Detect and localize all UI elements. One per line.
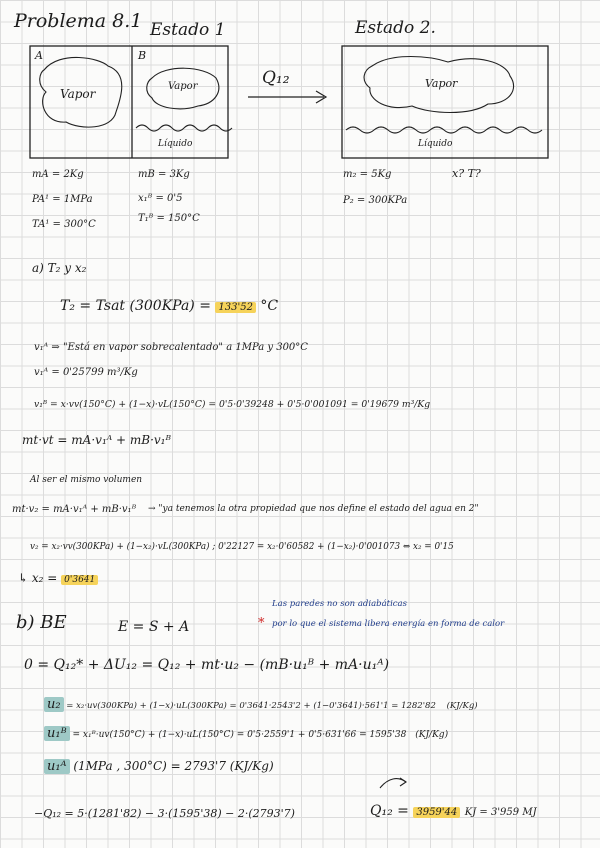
line-volume-balance: mt·vt = mA·v₁ᴬ + mB·v₁ᴮ (22, 433, 172, 447)
u1b-unit: (KJ/Kg) (415, 730, 449, 740)
state2-title: Estado 2. (355, 18, 436, 38)
note-walls: Las paredes no son adiabáticas (272, 599, 407, 609)
part-a-label: a) T₂ y x₂ (32, 261, 87, 275)
u2-unit: (KJ/Kg) (446, 701, 478, 711)
t2-value: 133'52 (215, 302, 256, 313)
box-a-label: A (35, 49, 43, 62)
final-equation: −Q₁₂ = 5·(1281'82) − 3·(1595'38) − 2·(2793'7) (34, 807, 295, 820)
curved-arrow-head (400, 778, 406, 786)
problem-title: Problema 8.1 (14, 10, 143, 32)
x2-prefix: ↳ x₂ = (18, 571, 58, 585)
part-b-label: b) BE (16, 612, 67, 633)
box-b-label: B (138, 49, 147, 62)
state1-title: Estado 1 (150, 20, 226, 40)
liquid-2-label: Líquido (418, 139, 453, 149)
energy-principle: E = S + A (118, 619, 190, 635)
line-v1b: v₁ᴮ = x·vv(150°C) + (1−x)·vL(150°C) = 0'5·0'39248 + 0'5·0'001091 = 0'19679 m³/Kg (34, 399, 431, 410)
liquid-b-label: Líquido (158, 139, 193, 149)
given-a-temp: TA¹ = 300°C (32, 219, 96, 230)
vapor-a-label: Vapor (60, 87, 96, 101)
line-same-volume: Al ser el mismo volumen (30, 475, 143, 485)
line-v2-note: → "ya tenemos la otra propiedad que nos define el estado del agua en 2" (148, 504, 479, 514)
u1b-expression: = x₁ᴮ·uv(150°C) + (1−x)·uL(150°C) = 0'5·2559'1 + 0'5·631'66 = 1595'38 (72, 730, 407, 740)
t2-unit: °C (260, 298, 279, 314)
t2-prefix: T₂ = Tsat (300KPa) = (60, 298, 211, 314)
line-v2-quality: v₂ = x₂·vv(300KPa) + (1−x₂)·vL(300KPa) ; 0'22127 = x₂·0'60582 + (1−x₂)·0'001073 ⇔ x₂ = 0'15 (30, 542, 454, 552)
u1a-label: u₁ᴬ (44, 759, 70, 774)
energy-balance: 0 = Q₁₂* + ΔU₁₂ = Q₁₂ + mt·u₂ − (mB·u₁ᴮ + mA·u₁ᴬ) (24, 657, 390, 673)
note-heat: por lo que el sistema libera energía en forma de calor (272, 619, 505, 629)
given-b-quality: x₁ᴮ = 0'5 (138, 193, 183, 204)
t2-equation (60, 299, 278, 313)
q12-label: Q₁₂ (262, 68, 290, 88)
vapor-b-label: Vapor (168, 81, 198, 92)
u1b-label: u₁ᴮ (44, 726, 70, 741)
vapor-2-label: Vapor (425, 77, 458, 90)
u1a-line (44, 760, 274, 773)
given-a-mass: mA = 2Kg (32, 169, 84, 180)
u2-line (44, 698, 478, 711)
q12-result (370, 804, 537, 818)
given-a-pressure: PA¹ = 1MPa (32, 194, 93, 205)
line-v1a-value: v₁ᴬ = 0'25799 m³/Kg (34, 367, 138, 378)
line-v1a-state: v₁ᴬ ⇒ "Está en vapor sobrecalentado" a 1MPa y 300°C (34, 342, 308, 353)
q12-suffix: KJ = 3'959 MJ (464, 807, 537, 818)
q12-prefix: Q₁₂ = (370, 803, 409, 819)
q12-value: 3959'44 (413, 807, 460, 818)
u1a-expression: (1MPa , 300°C) = 2793'7 (KJ/Kg) (73, 759, 274, 773)
line-v2-balance: mt·v₂ = mA·v₁ᴬ + mB·v₁ᴮ (12, 504, 137, 515)
u2-label: u₂ (44, 697, 64, 712)
u2-expression: = x₂·uv(300KPa) + (1−x)·uL(300KPa) = 0'3641·2543'2 + (1−0'3641)·561'1 = 1282'82 (66, 701, 436, 711)
star-marker: * (258, 616, 265, 631)
given-2-pressure: P₂ = 300KPa (343, 195, 408, 206)
given-b-mass: mB = 3Kg (138, 169, 190, 180)
unknowns: x? T? (452, 167, 481, 180)
wave-2 (346, 127, 542, 133)
x2-value: 0'3641 (61, 575, 98, 585)
given-2-mass: m₂ = 5Kg (343, 169, 392, 180)
given-b-temp: T₁ᴮ = 150°C (138, 213, 200, 224)
x2-result (18, 572, 98, 585)
wave-b (136, 125, 232, 131)
box-state1 (30, 46, 228, 158)
u1b-line (44, 727, 448, 740)
